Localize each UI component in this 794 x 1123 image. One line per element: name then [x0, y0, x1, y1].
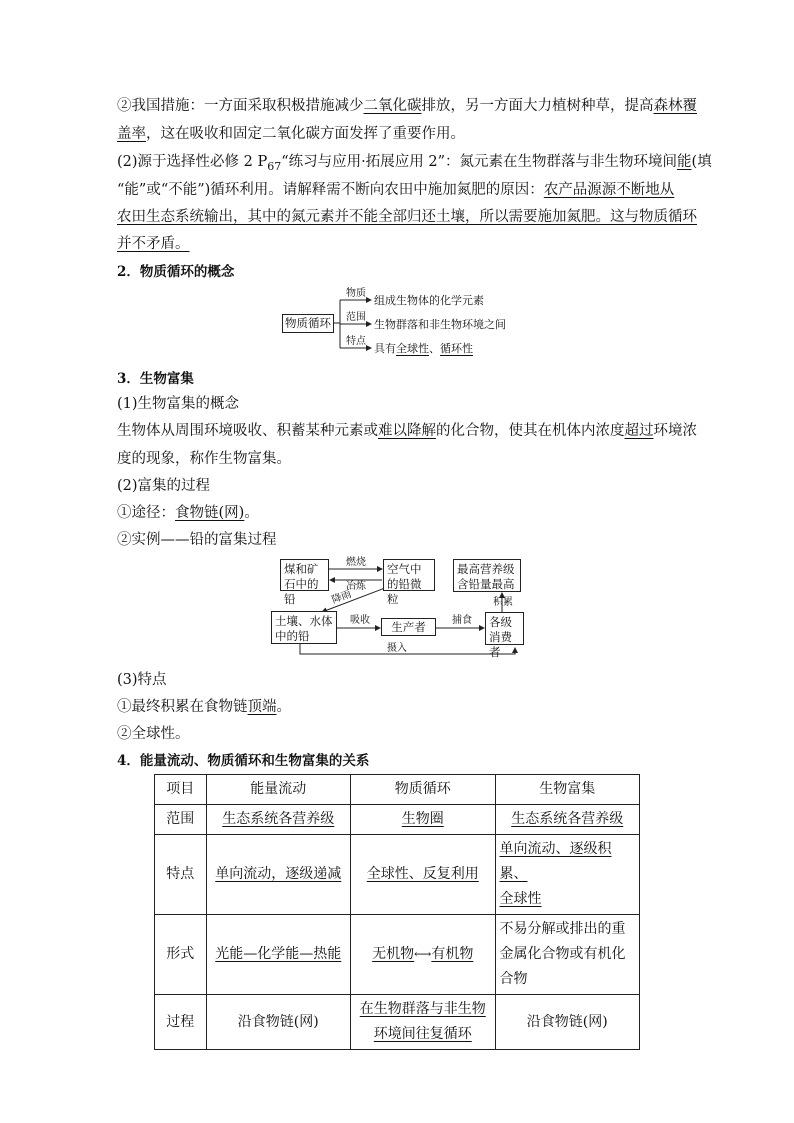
text: 、	[429, 342, 440, 355]
section-4-title: 4．能量流动、物质循环和生物富集的关系	[117, 753, 370, 769]
row-label: 形式	[155, 915, 207, 995]
underlined-answer: 单向流动，逐级递减	[215, 866, 342, 882]
feature-2: ②全球性。	[117, 726, 190, 742]
text: 的化合物，使其在机体内浓度	[436, 423, 625, 439]
table-row	[155, 805, 640, 835]
underlined-answer: 生态系统各营养级	[222, 811, 335, 827]
table-header: 项目	[155, 775, 207, 805]
text: ②我国措施：一方面采取积极措施减少	[117, 98, 364, 114]
underlined-answer: 无机物	[372, 946, 415, 962]
underlined-answer: 全球性	[396, 342, 429, 355]
underlined-answer: 二氧化碳	[363, 98, 422, 114]
underlined-answer: 食物链(网)	[175, 505, 245, 521]
underlined-answer: 全球性	[499, 891, 542, 907]
underlined-answer: 环境间往复循环	[373, 1026, 472, 1042]
underlined-answer: 光能—化学能—热能	[215, 946, 342, 962]
enrichment-pathway	[117, 503, 259, 523]
text: “能”或“不能”)循环利用。请解释需不断向农田中施加氮肥的原因：	[117, 182, 544, 198]
text: “练习与应用·拓展应用 2”：氮元素在生物群落与非生物环境间	[281, 154, 678, 170]
concept-text-elements: 组成生物体的化学元素	[374, 294, 484, 307]
lead-label-prey: 捕食	[452, 615, 472, 626]
lead-label-intake: 摄入	[387, 643, 407, 654]
underlined-answer: 并不矛盾。	[117, 236, 190, 252]
lead-label-rain: 降雨	[330, 588, 354, 607]
section-2-title: 2．物质循环的概念	[117, 264, 235, 280]
table-cell	[495, 915, 640, 995]
lead-label-absorb: 吸收	[350, 615, 370, 626]
feature-1	[117, 697, 291, 717]
feature-heading: (3)特点	[117, 672, 167, 688]
double-arrow-icon: ⟷	[414, 947, 432, 961]
text: 。	[276, 699, 291, 715]
table-row	[155, 835, 640, 915]
lead-label-smelt: 冶炼	[346, 581, 366, 592]
lead-label-accumulate: 积累	[493, 597, 513, 608]
concept-text-scope: 生物群落和非生物环境之间	[374, 318, 506, 331]
underlined-answer: 生物圈	[401, 811, 444, 827]
table-cell	[351, 805, 495, 835]
lead-box-air: 空气中的铅微粒	[383, 559, 435, 591]
table-header-row	[155, 775, 640, 805]
text: ，这在吸收和固定二氧化碳方面发挥了重要作用。	[146, 126, 465, 142]
table-cell	[351, 915, 495, 995]
lead-box-soil-water: 土壤、水体中的铅	[271, 611, 337, 644]
lead-box-producer: 生产者	[381, 618, 436, 636]
table-cell	[206, 915, 350, 995]
lead-box-top-level: 最高营养级含铅量最高	[453, 559, 521, 592]
table-cell	[351, 835, 495, 915]
text: 排放，另一方面大力植树种草，提高	[421, 98, 654, 114]
table-row	[155, 915, 640, 995]
underlined-answer: 顶端	[247, 699, 277, 715]
table-cell	[206, 835, 350, 915]
underlined-answer: 难以降解	[378, 423, 436, 439]
comparison-table	[154, 774, 640, 1050]
underlined-answer: 循环性	[440, 342, 473, 355]
table-header: 物质循环	[351, 775, 495, 805]
enrichment-definition-1	[117, 421, 697, 441]
text: 合物	[499, 971, 528, 987]
lead-label-burn: 燃烧	[346, 557, 366, 568]
section-3-title: 3．生物富集	[117, 371, 194, 387]
concept-label-scope: 范围	[346, 312, 366, 323]
underlined-answer: 能	[677, 154, 692, 170]
underlined-answer: 盖率	[117, 126, 146, 142]
text: 金属化合物或有机化	[499, 946, 626, 962]
table-header: 生物富集	[495, 775, 640, 805]
row-label: 过程	[155, 995, 207, 1050]
underlined-answer: 森林覆	[653, 98, 697, 114]
text: 不易分解或排出的重	[499, 921, 626, 937]
text: 具有	[374, 342, 396, 355]
enrichment-example: ②实例——铅的富集过程	[117, 532, 277, 548]
table-row	[155, 995, 640, 1050]
text: ①途径：	[117, 505, 175, 521]
lead-box-consumer: 各级消费者	[485, 612, 524, 645]
underlined-answer: 在生物群落与非生物	[359, 1001, 486, 1017]
concept-branches	[334, 300, 371, 348]
concept-label-substance: 物质	[346, 288, 366, 299]
text: (填	[691, 154, 712, 170]
table-cell	[495, 835, 640, 915]
concept-root-box: 物质循环	[282, 314, 334, 333]
enrichment-concept-heading: (1)生物富集的概念	[117, 396, 240, 412]
underlined-answer: 农田生态系统输出，其中的氮元素并不能全部归还土壤，所以需要施加氮肥。这与物质循环	[117, 209, 697, 225]
enrichment-process-heading: (2)富集的过程	[117, 478, 211, 494]
row-label: 范围	[155, 805, 207, 835]
text: (2)源于选择性必修 2 P	[117, 154, 268, 170]
text: 生物体从周围环境吸收、积蓄某种元素或	[117, 423, 378, 439]
table-cell	[206, 805, 350, 835]
page-subscript: 67	[267, 159, 282, 173]
underlined-answer: 农产品源源不断地从	[543, 182, 675, 198]
concept-label-feature: 特点	[346, 336, 366, 347]
underlined-answer: 生态系统各营养级	[511, 811, 624, 827]
underlined-answer: 单向流动、逐级积累、	[499, 841, 612, 882]
table-cell: 沿食物链(网)	[495, 995, 640, 1050]
underlined-answer: 全球性、反复利用	[366, 866, 479, 882]
table-cell: 沿食物链(网)	[206, 995, 350, 1050]
text: 。	[244, 505, 259, 521]
row-label: 特点	[155, 835, 207, 915]
table-header: 能量流动	[206, 775, 350, 805]
table-cell	[495, 805, 640, 835]
lead-box-coal: 煤和矿石中的铅	[280, 559, 329, 591]
text: ①最终积累在食物链	[117, 699, 248, 715]
underlined-answer: 超过	[624, 423, 654, 439]
text: 环境浓	[653, 423, 697, 439]
underlined-answer: 有机物	[431, 946, 474, 962]
enrichment-definition-2: 度的现象，称作生物富集。	[117, 451, 291, 467]
table-cell	[351, 995, 495, 1050]
